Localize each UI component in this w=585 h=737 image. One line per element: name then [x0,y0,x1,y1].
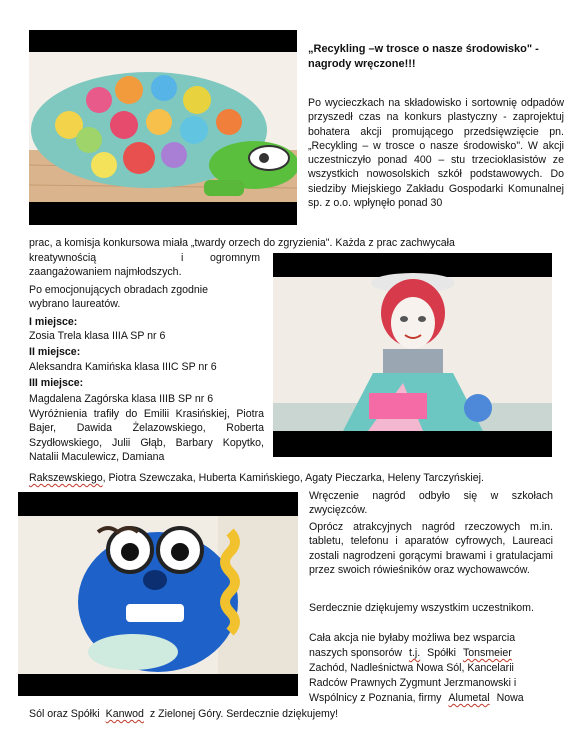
place-1-label: I miejsce: [29,316,78,328]
sponsors-nowa: Nowa [496,692,524,704]
prizes-paragraph: Oprócz atrakcyjnych nagród rzeczowych m.in. tabletu, telefonu i aparatów cyfrowych, Laureaci zostali nagrodzeni gorącymi brawami i gratulacjami przez swoich rówieśników oraz wychowawców. [309,521,553,576]
distinctions-paragraph: Wyróżnienia trafiły do Emilii Krasińskiej, Piotra Bajer, Dawida Żelazowskiego, Roberta Szydłowskiego, Julii Głąb, Barbary Kopytko, Natalii Maculewicz, Damiana [29,408,264,463]
place-3-label: III miejsce: [29,377,84,389]
creativity-conj: i [181,252,184,264]
sponsors-line-4: Radców Prawnych Zygmunt Jerzmanowski i [309,677,517,689]
place-3-winner: Magdalena Zagórska klasa IIIB SP nr 6 [29,393,214,405]
sponsors-poznan: Wspólnicy z Poznania, firmy [309,692,442,704]
puppet-photo [273,253,552,457]
intro-paragraph: Po wycieczkach na składowisko i sortownię odpadów przyszedł czas na konkurs plastyczny - zaprojektuj bohatera akcji promującego przedsięwzięcie pn. „Recykling – w trosce o nasze środowisko". W akcji uczestniczyło ponad 400 – stu trzecioklasistów ze wszystkich nowosolskich szkół podstawowych. Do siedziby Miejskiego Zakładu Gospodarki Komunalnej sp. z o.o. wpłynęło ponad 30 [308,97,564,210]
blue-face-photo [18,492,298,696]
sponsors-company-word: Spółki [427,647,456,659]
deliberation-paragraph: Po emocjonujących obradach zgodnie wybrano laureatów. [29,284,209,311]
place-2-winner: Aleksandra Kamińska klasa IIIC SP nr 6 [29,361,217,373]
sponsors-line-2 [309,646,512,660]
distinctions-tail: , Piotra Szewczaka, Huberta Kamińskiego, Agaty Pieczarka, Heleny Tarczyńskiej. [102,472,484,484]
creativity-word: kreatywnością [29,252,97,264]
sponsors-sol: Sól oraz Spółki [29,708,100,720]
sponsor-kanwod: Kanwod [105,708,144,720]
place-1-winner: Zosia Trela klasa IIIA SP nr 6 [29,330,166,342]
misspelled-name: Rakszewskiego [29,472,103,484]
blue-face-photo-image [18,492,298,696]
sponsors-closing: z Zielonej Góry. Serdecznie dziękujemy! [149,708,339,720]
sponsors-line-6 [29,707,338,721]
article-title: „Recykling –w trosce o nasze środowisko" - nagrody wręczone!!! [308,43,539,70]
sponsors-text: naszych sponsorów [309,647,403,659]
sponsors-line-1: Cała akcja nie byłaby możliwa bez wsparcia [309,632,516,644]
distinctions-last-line [29,471,484,485]
engagement-line: zaangażowaniem najmłodszych. [29,266,182,278]
turtle-photo [29,30,297,225]
sponsor-alumetal: Alumetal [448,692,490,704]
sponsors-abbrev: t.j. [409,647,421,659]
puppet-photo-image [273,253,552,457]
turtle-photo-image [29,30,297,225]
creativity-tail: ogromnym [210,252,261,264]
sponsors-line-3: Zachód, Nadleśnictwa Nowa Sól, Kancelarii [309,662,514,674]
intro-continuation: prac, a komisja konkursowa miała „twardy orzech do zgryzienia". Każda z prac zachwycała [29,237,455,249]
sponsor-tonsmeier: Tonsmeier [462,647,512,659]
place-2-label: II miejsce: [29,346,81,358]
ceremony-paragraph: Wręczenie nagród odbyło się w szkołach zwycięzców. [309,490,553,517]
thanks-paragraph: Serdecznie dziękujemy wszystkim uczestnikom. [309,602,534,614]
sponsors-line-5 [309,691,524,705]
